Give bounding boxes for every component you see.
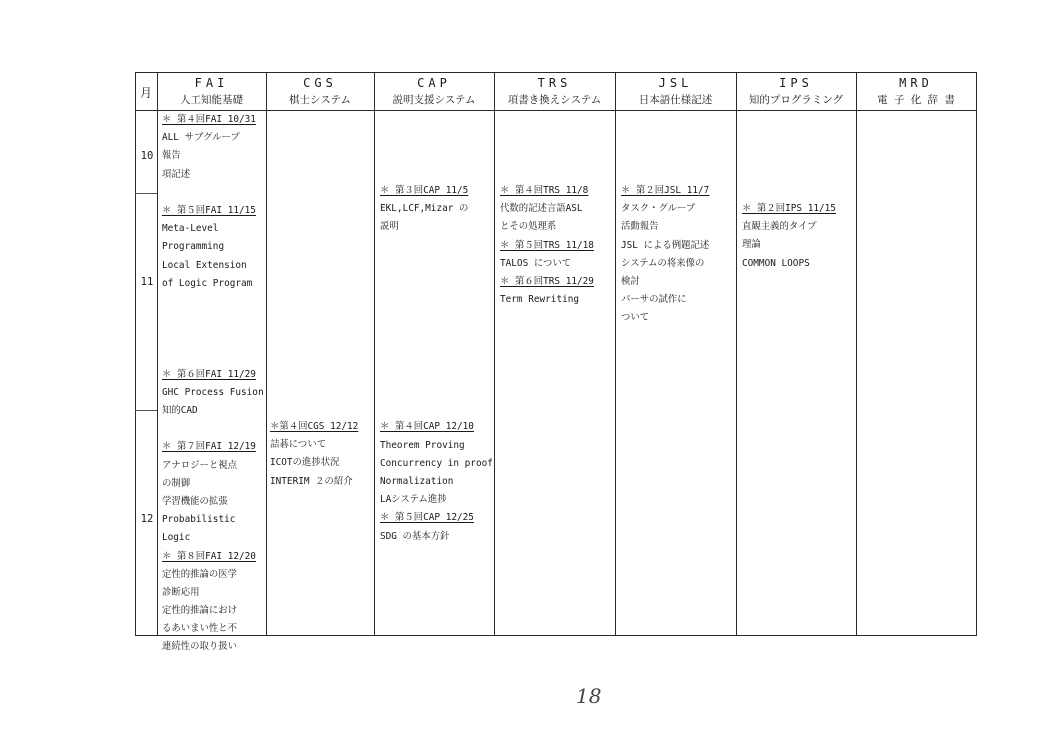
entry-line: ついて xyxy=(621,312,650,324)
column-name: 電 子 化 辞 書 xyxy=(877,94,955,106)
entry-line: の制御 xyxy=(162,477,191,489)
month-label-october: 10 xyxy=(140,150,154,162)
entry-line xyxy=(380,364,493,382)
entry-line xyxy=(162,420,264,438)
entry-line: 活動報告 xyxy=(621,221,659,233)
entry-line: 報告 xyxy=(162,150,181,162)
meeting-heading: ＊ 第２回IPS 11/15 xyxy=(742,203,836,214)
meeting-heading: ＊ 第８回FAI 12/20 xyxy=(162,550,256,562)
month-label-november: 11 xyxy=(140,276,154,288)
meeting-heading: ＊ 第５回TRS 11/18 xyxy=(500,239,594,251)
meeting-heading: ＊ 第６回TRS 11/29 xyxy=(500,275,594,287)
entry-line: 項記述 xyxy=(162,168,191,180)
column-name: 知的プログラミング xyxy=(748,94,844,106)
entry-line: 直観主義的タイプ xyxy=(742,221,817,233)
month-divider xyxy=(135,193,157,194)
meeting-heading: ＊ 第４回FAI 10/31 xyxy=(162,114,256,125)
entry-line: ICOTの進捗状況 xyxy=(270,457,340,469)
entry-line xyxy=(380,400,493,418)
entry-line: INTERIM ２の紹介 xyxy=(270,475,353,487)
entry-line: 定性的推論の医学 xyxy=(162,568,238,580)
column-name: 項書き換えシステム xyxy=(507,94,602,106)
entry-line xyxy=(162,329,264,347)
column-header-cgs xyxy=(266,76,374,107)
column-name: 人工知能基礎 xyxy=(180,94,243,106)
entry-line: GHC Process Fusion xyxy=(162,386,264,398)
table-border-right xyxy=(976,72,977,636)
cap-column-entries xyxy=(380,182,493,546)
entry-line: 学習機能の拡張 xyxy=(162,495,228,507)
meeting-heading: ＊ 第３回CAP 11/5 xyxy=(380,185,469,196)
column-divider xyxy=(494,72,495,636)
month-label-december: 12 xyxy=(140,513,154,525)
month-divider xyxy=(135,410,157,411)
entry-line xyxy=(380,328,493,346)
meeting-heading: ＊ 第４回TRS 11/8 xyxy=(500,185,589,196)
column-header-jsl xyxy=(615,76,736,107)
column-header-trs xyxy=(494,76,615,107)
entry-line: とその処理系 xyxy=(500,221,557,233)
column-header-mrd xyxy=(856,76,976,107)
entry-line: るあいまい性と不 xyxy=(162,623,238,635)
entry-line xyxy=(162,293,264,311)
entry-line: Normalization xyxy=(380,476,454,487)
entry-line: Meta-Level xyxy=(162,223,219,235)
ips-column-entries xyxy=(742,200,836,273)
entry-line xyxy=(380,382,493,400)
entry-line: Logic xyxy=(162,532,191,544)
column-divider xyxy=(157,72,158,636)
entry-line: 詰碁について xyxy=(270,439,327,451)
entry-line: LAシステム進捗 xyxy=(380,494,447,506)
entry-line: of Logic Program xyxy=(162,277,253,289)
entry-line: アナロジーと視点 xyxy=(162,459,238,471)
entry-line: SDG の基本方針 xyxy=(380,530,450,542)
entry-line: 検討 xyxy=(621,275,640,287)
meeting-heading: ＊ 第５回FAI 11/15 xyxy=(162,204,256,216)
table-border-top xyxy=(135,72,977,73)
column-divider xyxy=(266,72,267,636)
column-header-fai xyxy=(157,76,266,107)
entry-line xyxy=(162,184,264,202)
meeting-heading: ＊ 第７回FAI 12/19 xyxy=(162,441,256,453)
jsl-column-entries xyxy=(621,182,709,328)
entry-line xyxy=(380,237,493,255)
entry-line: JSL による例題記述 xyxy=(621,239,710,251)
entry-line: Theorem Proving xyxy=(380,439,465,451)
entry-line xyxy=(380,255,493,273)
entry-line xyxy=(380,309,493,327)
column-code: MRD xyxy=(899,76,933,90)
cgs-column-entries xyxy=(270,418,358,491)
trs-column-entries xyxy=(500,182,594,309)
entry-line: Local Extension xyxy=(162,259,247,271)
entry-line: Probabilistic xyxy=(162,514,236,526)
fai-column-entries xyxy=(162,111,264,657)
column-code: FAI xyxy=(194,76,229,90)
meeting-heading: ＊ 第４回CAP 12/10 xyxy=(380,421,474,433)
column-divider xyxy=(736,72,737,636)
entry-line: COMMON LOOPS xyxy=(742,257,810,269)
column-code: CAP xyxy=(417,76,451,90)
column-divider xyxy=(374,72,375,636)
meeting-heading: ＊第４回CGS 12/12 xyxy=(270,421,359,432)
entry-line: Programming xyxy=(162,241,225,253)
entry-line xyxy=(162,347,264,365)
column-code: IPS xyxy=(779,76,813,90)
column-divider xyxy=(856,72,857,636)
column-name: 説明支援システム xyxy=(392,94,476,106)
entry-line: TALOS について xyxy=(500,257,572,269)
meeting-heading: ＊ 第５回CAP 12/25 xyxy=(380,512,474,524)
column-header-ips xyxy=(736,76,856,107)
entry-line: EKL,LCF,Mizar の xyxy=(380,203,469,215)
entry-line: ALL サブグループ xyxy=(162,132,240,144)
entry-line: 理論 xyxy=(742,239,761,251)
entry-line: タスク・グループ xyxy=(621,203,696,215)
entry-line: パーサの試作に xyxy=(621,294,687,306)
entry-line xyxy=(380,291,493,309)
month-column-header: 月 xyxy=(140,86,153,100)
page-number: 18 xyxy=(576,684,602,708)
table-border-left xyxy=(135,72,136,636)
entry-line: Concurrency in proof xyxy=(380,457,493,469)
entry-line: 連続性の取り扱い xyxy=(162,641,238,653)
column-name: 日本語仕様記述 xyxy=(638,94,713,106)
entry-line xyxy=(162,311,264,329)
entry-line: 定性的推論におけ xyxy=(162,605,238,617)
meeting-heading: ＊ 第２回JSL 11/7 xyxy=(621,185,710,196)
column-divider xyxy=(615,72,616,636)
entry-line: 説明 xyxy=(380,221,399,233)
meeting-heading: ＊ 第６回FAI 11/29 xyxy=(162,368,256,380)
column-code: TRS xyxy=(537,76,572,90)
entry-line xyxy=(380,273,493,291)
column-code: JSL xyxy=(658,76,693,90)
entry-line: 診断応用 xyxy=(162,586,200,598)
entry-line: Term Rewriting xyxy=(500,294,580,306)
entry-line: システムの将来像の xyxy=(621,257,705,269)
column-header-cap xyxy=(374,76,494,107)
entry-line: 知的CAD xyxy=(162,405,198,416)
column-code: CGS xyxy=(303,76,337,90)
entry-line xyxy=(380,346,493,364)
entry-line: 代数的記述言語ASL xyxy=(500,203,583,215)
column-name: 棋士システム xyxy=(289,94,351,106)
